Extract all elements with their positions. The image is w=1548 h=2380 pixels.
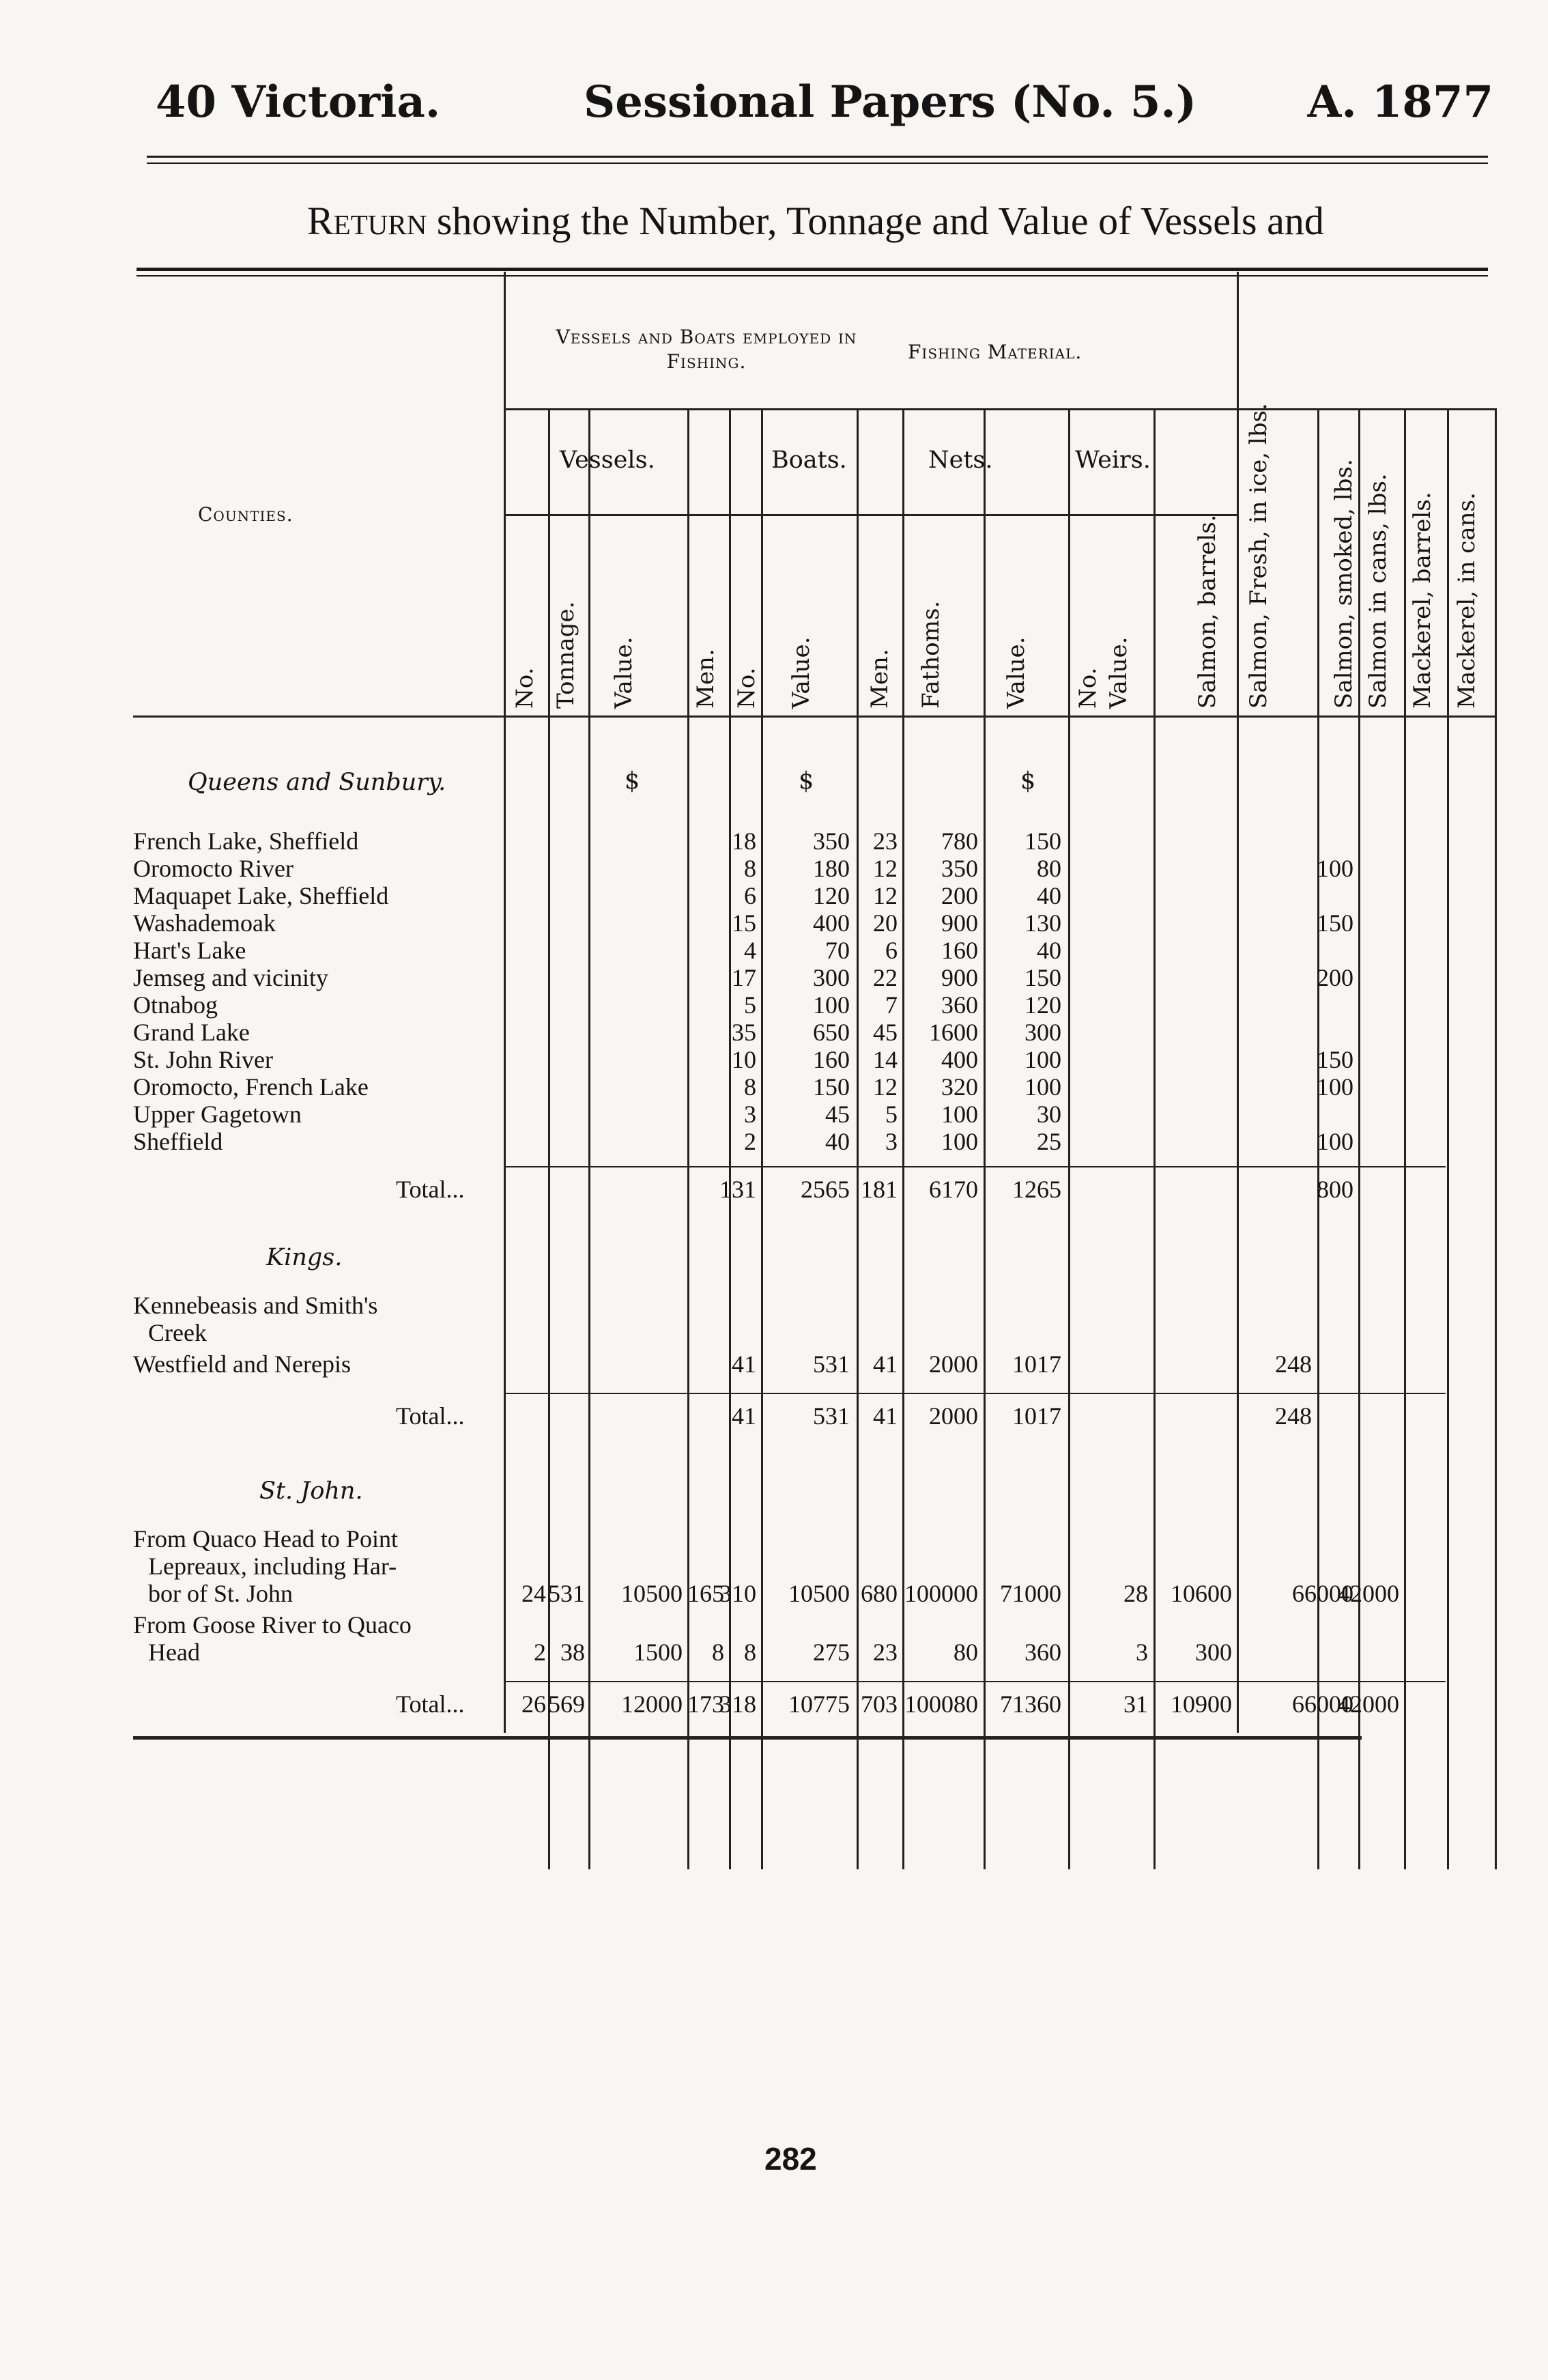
- table-cell: 24: [521, 1580, 546, 1607]
- fisheries-table: [133, 272, 1495, 1746]
- column-header: Men.: [692, 649, 719, 709]
- column-header: Mackerel, barrels.: [1409, 492, 1436, 709]
- table-cell: 41: [732, 1350, 756, 1378]
- column-header: Tonnage.: [552, 601, 579, 709]
- column-rule: [504, 272, 506, 1733]
- table-cell: 20: [873, 909, 898, 937]
- table-cell: 150: [1024, 964, 1061, 991]
- group-heading: St. John.: [259, 1477, 363, 1505]
- table-cell: 120: [813, 882, 850, 909]
- group-heading: Queens and Sunbury.: [188, 769, 446, 796]
- group-fishing-material: Fishing Material.: [908, 341, 1083, 363]
- table-cell: 71000: [1000, 1580, 1061, 1607]
- place-name: Hart's Lake: [133, 937, 246, 964]
- table-cell: 4: [744, 937, 756, 964]
- table-cell: 10600: [1171, 1580, 1232, 1607]
- group-boats: Boats.: [771, 447, 847, 474]
- place-name: Washademoak: [133, 909, 276, 937]
- table-cell: 25: [1037, 1128, 1061, 1155]
- place-name: Oromocto River: [133, 855, 293, 882]
- page-number: 282: [764, 2141, 817, 2177]
- group-heading: Kings.: [266, 1244, 343, 1271]
- table-cell: 66000: [1292, 1580, 1353, 1607]
- table-cell: 45: [825, 1101, 850, 1128]
- table-cell: 12: [873, 855, 898, 882]
- table-cell: 360: [941, 991, 978, 1019]
- table-cell: 120: [1024, 991, 1061, 1019]
- total-cell: 10900: [1171, 1690, 1232, 1718]
- total-label: Total...: [396, 1402, 465, 1430]
- total-cell: 42000: [1338, 1690, 1399, 1718]
- column-header: Mackerel, in cans.: [1453, 492, 1480, 709]
- table-cell: 45: [873, 1019, 898, 1046]
- table-cell: 310: [719, 1580, 756, 1607]
- total-cell: 10775: [788, 1690, 850, 1718]
- table-cell: 165: [687, 1580, 724, 1607]
- total-cell: 531: [813, 1402, 850, 1430]
- table-cell: 10: [732, 1046, 756, 1073]
- table-cell: 900: [941, 909, 978, 937]
- table-cell: 42000: [1338, 1580, 1399, 1607]
- table-cell: 150: [1317, 909, 1353, 937]
- table-cell: 10500: [788, 1580, 850, 1607]
- table-cell: 531: [813, 1350, 850, 1378]
- total-cell: 1017: [1012, 1402, 1061, 1430]
- total-cell: 71360: [1000, 1690, 1061, 1718]
- column-rule: [1404, 408, 1406, 1869]
- table-cell: 2: [534, 1639, 546, 1666]
- group-vessels-boats: Vessels and Boats employed in Fishing.: [556, 326, 857, 373]
- table-cell: 17: [732, 964, 756, 991]
- page-title: [307, 198, 1324, 244]
- table-cell: 160: [941, 937, 978, 964]
- table-cell: 41: [873, 1350, 898, 1378]
- place-name: bor of St. John: [148, 1580, 293, 1607]
- total-label: Total...: [396, 1690, 465, 1718]
- table-cell: 400: [813, 909, 850, 937]
- table-cell: 22: [873, 964, 898, 991]
- dollar-mark: $: [625, 767, 640, 795]
- total-cell: 1265: [1012, 1176, 1061, 1203]
- column-header: Value.: [1003, 636, 1030, 709]
- total-cell: 248: [1275, 1402, 1312, 1430]
- place-name: Head: [148, 1639, 200, 1666]
- total-cell: 173: [687, 1690, 724, 1718]
- table-cell: 160: [813, 1046, 850, 1073]
- column-header: Salmon, smoked, lbs.: [1330, 459, 1358, 709]
- table-cell: 8: [712, 1639, 724, 1666]
- column-header: No.: [1074, 667, 1102, 709]
- place-name: Creek: [148, 1319, 207, 1346]
- place-name: French Lake, Sheffield: [133, 827, 359, 855]
- place-name: Upper Gagetown: [133, 1101, 302, 1128]
- table-cell: 150: [1317, 1046, 1353, 1073]
- table-cell: 130: [1024, 909, 1061, 937]
- dollar-mark: $: [1020, 767, 1036, 795]
- table-cell: 100: [1317, 1128, 1353, 1155]
- group-weirs: Weirs.: [1075, 447, 1151, 474]
- table-cell: 320: [941, 1073, 978, 1101]
- table-cell: 100000: [904, 1580, 978, 1607]
- total-rule: [504, 1166, 1446, 1167]
- total-cell: 41: [873, 1402, 898, 1430]
- total-cell: 131: [719, 1176, 756, 1203]
- table-cell: 38: [560, 1639, 585, 1666]
- table-cell: 30: [1037, 1101, 1061, 1128]
- table-cell: 300: [1024, 1019, 1061, 1046]
- header-left: 40 Victoria.: [156, 76, 441, 128]
- table-cell: 1500: [633, 1639, 683, 1666]
- table-cell: 350: [813, 827, 850, 855]
- table-cell: 100: [1024, 1073, 1061, 1101]
- column-header: Value.: [1105, 636, 1132, 709]
- place-name: Sheffield: [133, 1128, 223, 1155]
- table-cell: 150: [1024, 827, 1061, 855]
- table-cell: 900: [941, 964, 978, 991]
- title-rule: [137, 268, 1488, 271]
- table-cell: 28: [1123, 1580, 1148, 1607]
- table-cell: 6: [885, 937, 898, 964]
- header-right: A. 1877: [1307, 76, 1493, 128]
- total-cell: 318: [719, 1690, 756, 1718]
- total-cell: 100080: [904, 1690, 978, 1718]
- table-cell: 100: [813, 991, 850, 1019]
- total-cell: 66000: [1292, 1690, 1353, 1718]
- table-cell: 8: [744, 1639, 756, 1666]
- column-rule: [1495, 408, 1497, 1869]
- table-cell: 23: [873, 827, 898, 855]
- table-cell: 5: [744, 991, 756, 1019]
- total-cell: 41: [732, 1402, 756, 1430]
- title-rest: showing the Number, Tonnage and Value of Vessels and: [427, 199, 1324, 243]
- total-cell: 569: [548, 1690, 585, 1718]
- table-cell: 360: [1024, 1639, 1061, 1666]
- place-name: From Goose River to Quaco: [133, 1611, 412, 1639]
- header-center: Sessional Papers (No. 5.): [584, 76, 1196, 128]
- total-rule: [504, 1393, 1446, 1394]
- table-cell: 40: [1037, 882, 1061, 909]
- table-cell: 1600: [929, 1019, 978, 1046]
- table-cell: 40: [825, 1128, 850, 1155]
- column-rule: [1358, 408, 1360, 1869]
- table-cell: 150: [813, 1073, 850, 1101]
- place-name: Kennebeasis and Smith's: [133, 1292, 378, 1319]
- table-cell: 7: [885, 991, 898, 1019]
- column-header: Salmon, Fresh, in ice, lbs.: [1245, 403, 1272, 709]
- header-rule: [504, 408, 1495, 410]
- table-cell: 300: [1195, 1639, 1232, 1666]
- total-cell: 703: [861, 1690, 898, 1718]
- top-rule-thin: [147, 162, 1488, 164]
- table-cell: 40: [1037, 937, 1061, 964]
- group-vessels: Vessels.: [560, 447, 655, 474]
- header-rule: [504, 514, 1237, 516]
- total-cell: 31: [1123, 1690, 1148, 1718]
- table-cell: 100: [1317, 855, 1353, 882]
- table-cell: 14: [873, 1046, 898, 1073]
- total-cell: 2565: [801, 1176, 850, 1203]
- table-cell: 100: [1317, 1073, 1353, 1101]
- table-cell: 15: [732, 909, 756, 937]
- column-header: Value.: [610, 636, 637, 709]
- table-cell: 275: [813, 1639, 850, 1666]
- place-name: Oromocto, French Lake: [133, 1073, 369, 1101]
- place-name: Otnabog: [133, 991, 218, 1019]
- table-cell: 2: [744, 1128, 756, 1155]
- total-cell: 800: [1317, 1176, 1353, 1203]
- place-name: From Quaco Head to Point: [133, 1525, 398, 1553]
- table-cell: 300: [813, 964, 850, 991]
- column-header: Fathoms.: [917, 600, 945, 709]
- table-cell: 2000: [929, 1350, 978, 1378]
- table-cell: 180: [813, 855, 850, 882]
- title-first-word: Return: [307, 199, 427, 243]
- place-name: Jemseg and vicinity: [133, 964, 328, 991]
- total-cell: 12000: [621, 1690, 683, 1718]
- place-name: Maquapet Lake, Sheffield: [133, 882, 389, 909]
- bottom-rule: [133, 1736, 1362, 1740]
- table-cell: 248: [1275, 1350, 1312, 1378]
- table-cell: 18: [732, 827, 756, 855]
- column-header: Value.: [788, 636, 815, 709]
- table-cell: 3: [744, 1101, 756, 1128]
- table-cell: 80: [954, 1639, 978, 1666]
- column-header: Salmon, barrels.: [1194, 514, 1221, 709]
- table-cell: 100: [1024, 1046, 1061, 1073]
- table-cell: 400: [941, 1046, 978, 1073]
- table-cell: 5: [885, 1101, 898, 1128]
- table-cell: 70: [825, 937, 850, 964]
- total-cell: 181: [861, 1176, 898, 1203]
- dollar-mark: $: [799, 767, 814, 795]
- table-cell: 3: [885, 1128, 898, 1155]
- table-cell: 100: [941, 1128, 978, 1155]
- table-cell: 12: [873, 1073, 898, 1101]
- total-cell: 2000: [929, 1402, 978, 1430]
- counties-label: Counties.: [198, 503, 293, 526]
- column-rule: [1237, 272, 1239, 1733]
- table-cell: 6: [744, 882, 756, 909]
- table-cell: 8: [744, 1073, 756, 1101]
- total-label: Total...: [396, 1176, 465, 1203]
- total-cell: 26: [521, 1690, 546, 1718]
- table-cell: 12: [873, 882, 898, 909]
- table-cell: 35: [732, 1019, 756, 1046]
- table-cell: 23: [873, 1639, 898, 1666]
- group-nets: Nets.: [928, 447, 993, 474]
- table-cell: 650: [813, 1019, 850, 1046]
- table-cell: 531: [548, 1580, 585, 1607]
- table-cell: 200: [941, 882, 978, 909]
- table-cell: 8: [744, 855, 756, 882]
- table-cell: 200: [1317, 964, 1353, 991]
- table-cell: 100: [941, 1101, 978, 1128]
- table-cell: 1017: [1012, 1350, 1061, 1378]
- column-header: No.: [511, 667, 539, 709]
- total-cell: 6170: [929, 1176, 978, 1203]
- column-header: Men.: [866, 649, 893, 709]
- table-cell: 680: [861, 1580, 898, 1607]
- column-header: Salmon in cans, lbs.: [1364, 473, 1392, 709]
- top-rule: [147, 156, 1488, 158]
- table-cell: 3: [1136, 1639, 1148, 1666]
- place-name: Westfield and Nerepis: [133, 1350, 351, 1378]
- column-header: No.: [733, 667, 760, 709]
- place-name: Grand Lake: [133, 1019, 250, 1046]
- table-cell: 10500: [621, 1580, 683, 1607]
- table-cell: 80: [1037, 855, 1061, 882]
- place-name: St. John River: [133, 1046, 274, 1073]
- place-name: Lepreaux, including Har-: [148, 1553, 397, 1580]
- table-cell: 350: [941, 855, 978, 882]
- column-rule: [1447, 408, 1449, 1869]
- table-cell: 780: [941, 827, 978, 855]
- header-rule: [133, 716, 1495, 718]
- total-rule: [504, 1681, 1446, 1682]
